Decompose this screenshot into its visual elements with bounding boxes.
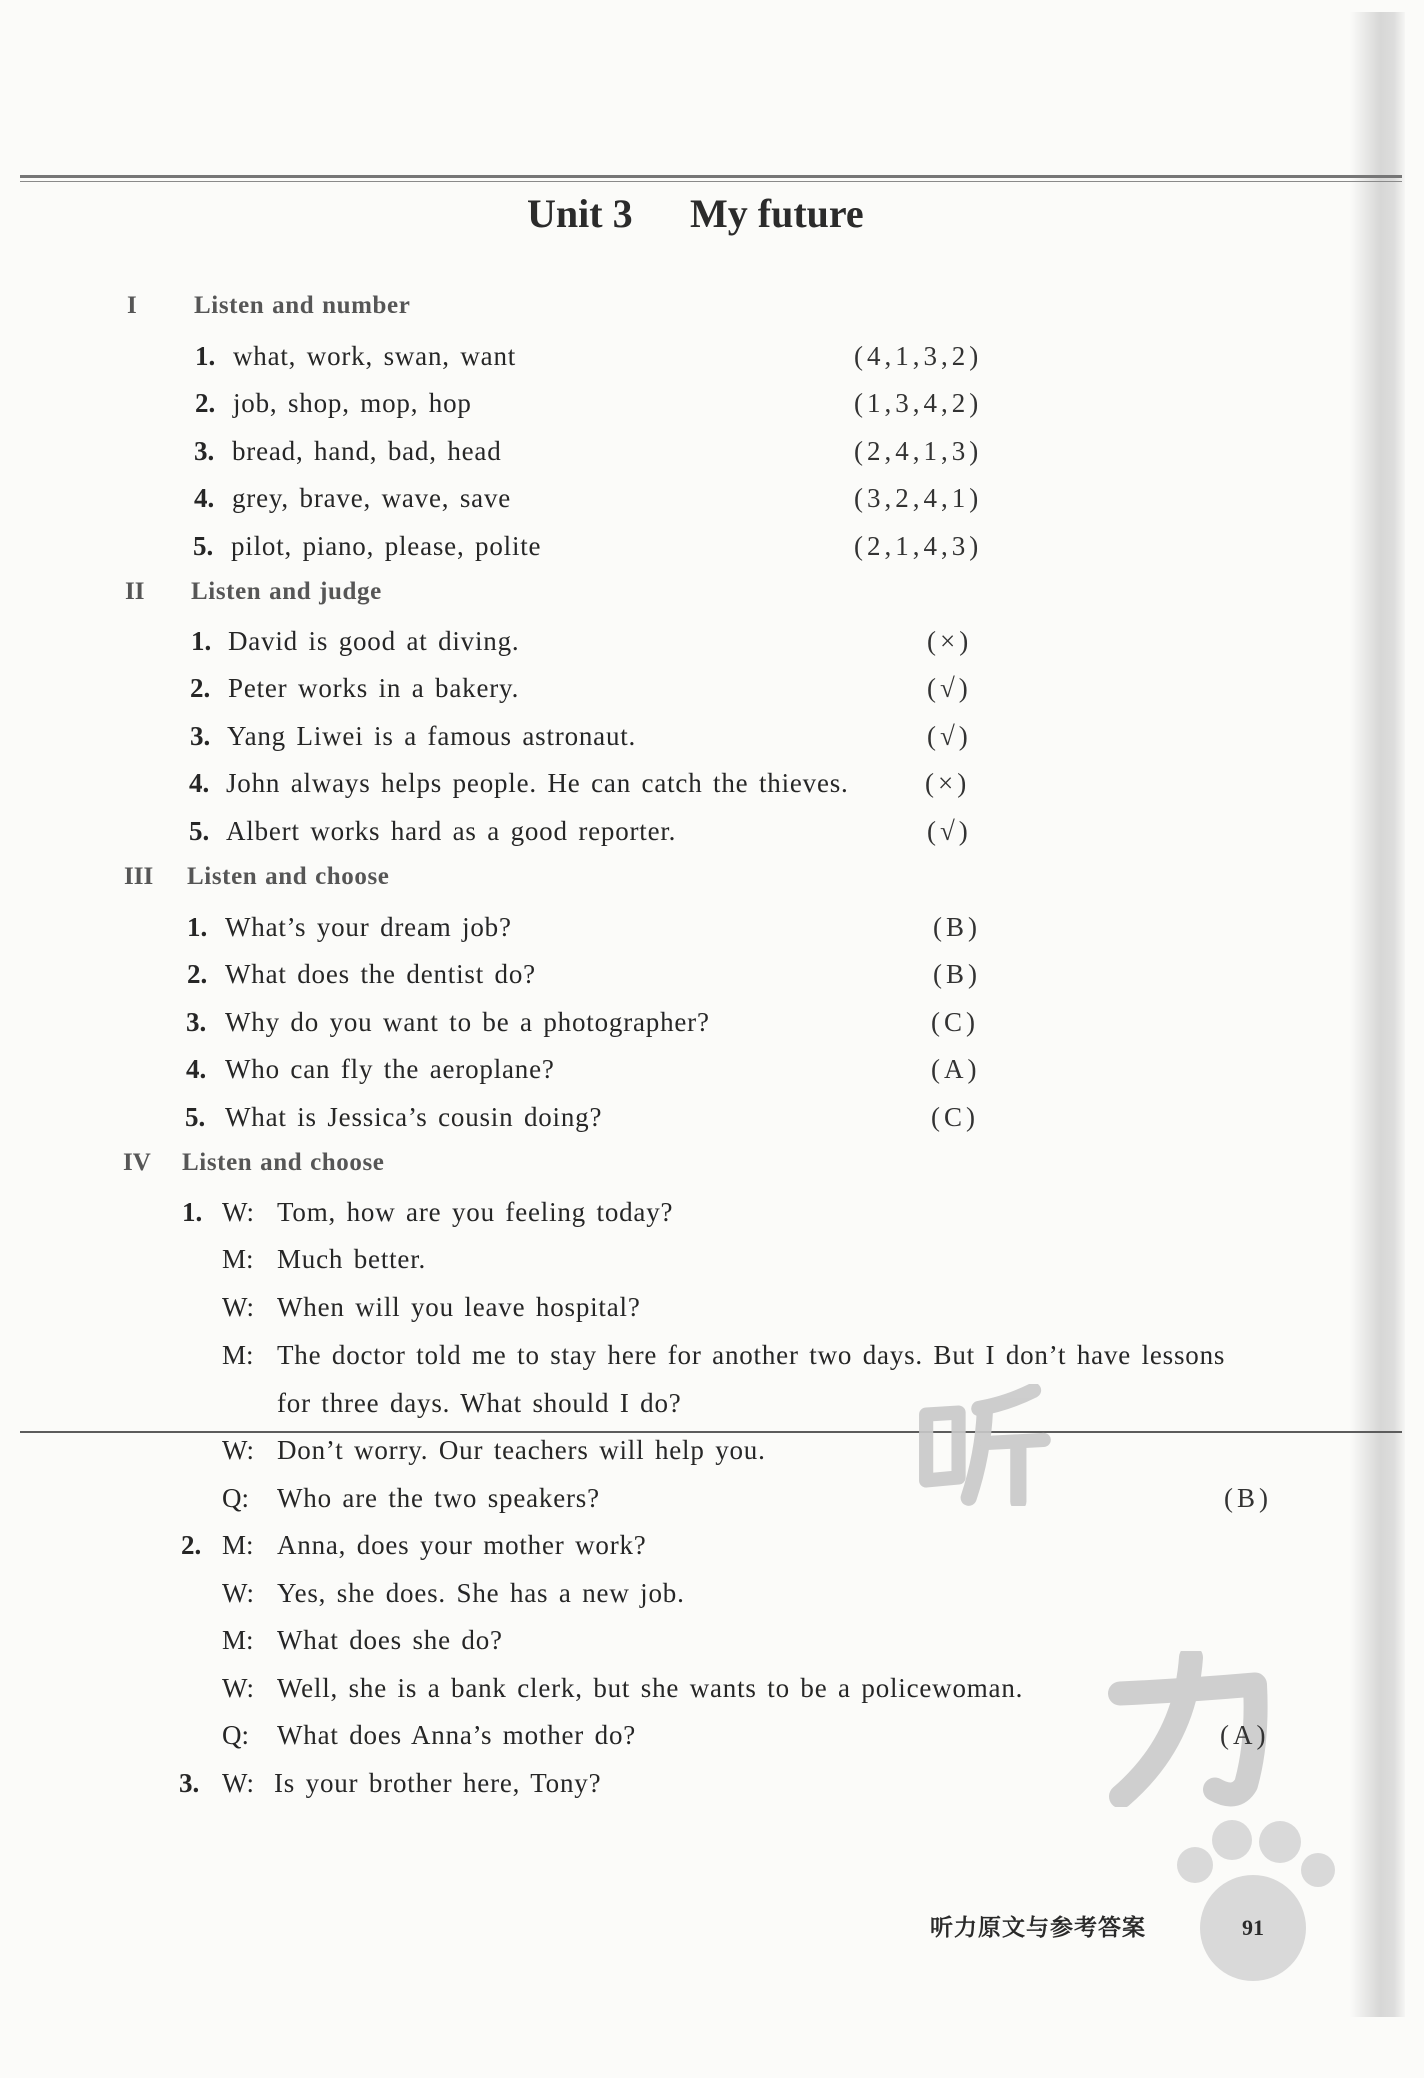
- dialogue-text: Much better.: [277, 1244, 427, 1274]
- dialogue-question: [0, 1719, 1424, 1751]
- item-number: 3.: [190, 721, 211, 751]
- item-answer: (×): [927, 626, 973, 656]
- item-number: 5.: [185, 1102, 206, 1132]
- item-text: job, shop, mop, hop: [233, 388, 472, 418]
- item-text: What is Jessica’s cousin doing?: [225, 1102, 603, 1132]
- item-number: 3.: [186, 1007, 207, 1037]
- divider-rule: [20, 1431, 1402, 1433]
- item-text: what, work, swan, want: [233, 341, 517, 371]
- dialogue-text: Yes, she does. She has a new job.: [277, 1578, 685, 1608]
- dialogue-line: [0, 1243, 1424, 1275]
- paw-print-toe: [1301, 1853, 1335, 1887]
- section-heading: [0, 861, 1424, 893]
- speaker-label: W:: [222, 1578, 254, 1608]
- section-label: Listen and number: [194, 292, 411, 319]
- item-text: Why do you want to be a photographer?: [225, 1007, 710, 1037]
- dialogue-text: What does she do?: [277, 1625, 503, 1655]
- item-answer: (2,1,4,3): [854, 531, 983, 561]
- list-item: [0, 1101, 1424, 1133]
- dialogue-line: [0, 1624, 1424, 1656]
- dialogue-line: [0, 1196, 1424, 1228]
- dialogue-text: Anna, does your mother work?: [277, 1530, 647, 1560]
- section-numeral: I: [127, 292, 137, 319]
- dialogue-text: The doctor told me to stay here for another two days. But I don’t have lessons: [277, 1340, 1226, 1370]
- dialogue-number: 3.: [179, 1768, 200, 1798]
- item-answer: (C): [931, 1102, 979, 1132]
- dialogue-line: [0, 1529, 1424, 1561]
- item-text: What does the dentist do?: [225, 959, 536, 989]
- dialogue-line: [0, 1291, 1424, 1323]
- speaker-label: M:: [222, 1625, 254, 1655]
- item-number: 4.: [194, 483, 215, 513]
- paw-print-toe: [1212, 1820, 1252, 1860]
- item-number: 5.: [193, 531, 214, 561]
- dialogue-line: [0, 1767, 1424, 1799]
- list-item: [0, 435, 1424, 467]
- dialogue-text: What does Anna’s mother do?: [277, 1720, 637, 1750]
- item-text: Albert works hard as a good reporter.: [226, 816, 677, 846]
- item-answer: (A): [931, 1054, 981, 1084]
- item-text: pilot, piano, please, polite: [231, 531, 542, 561]
- speaker-label: W:: [222, 1292, 254, 1322]
- dialogue-text: Is your brother here, Tony?: [274, 1768, 602, 1798]
- item-text: David is good at diving.: [228, 626, 520, 656]
- speaker-label: Q:: [222, 1483, 249, 1513]
- section-numeral: IV: [123, 1149, 151, 1176]
- speaker-label: W:: [222, 1768, 254, 1798]
- item-text: Peter works in a bakery.: [228, 673, 520, 703]
- list-item: [0, 911, 1424, 943]
- item-number: 1.: [195, 341, 216, 371]
- dialogue-number: 2.: [181, 1530, 202, 1560]
- item-number: 2.: [195, 388, 216, 418]
- item-answer: (4,1,3,2): [854, 341, 983, 371]
- item-text: bread, hand, bad, head: [232, 436, 502, 466]
- item-answer: (×): [925, 768, 971, 798]
- section-numeral: II: [125, 578, 145, 605]
- item-text: Who can fly the aeroplane?: [225, 1054, 555, 1084]
- list-item: [0, 720, 1424, 752]
- item-answer: (3,2,4,1): [854, 483, 983, 513]
- paw-print-toe: [1259, 1821, 1301, 1863]
- dialogue-line-wrap: [0, 1387, 1424, 1419]
- speaker-label: W:: [222, 1197, 254, 1227]
- list-item: [0, 815, 1424, 847]
- item-answer: (√): [927, 721, 972, 751]
- list-item: [0, 1006, 1424, 1038]
- dialogue-text: When will you leave hospital?: [277, 1292, 641, 1322]
- speaker-label: W:: [222, 1435, 254, 1465]
- speaker-label: M:: [222, 1530, 254, 1560]
- dialogue-number: 1.: [182, 1197, 203, 1227]
- item-number: 3.: [194, 436, 215, 466]
- dialogue-text-continued: for three days. What should I do?: [277, 1388, 682, 1418]
- page-title-topic: My future: [690, 191, 864, 236]
- dialogue-line: [0, 1339, 1424, 1371]
- item-answer: (√): [927, 816, 972, 846]
- dialogue-line: [0, 1577, 1424, 1609]
- speaker-label: M:: [222, 1244, 254, 1274]
- item-number: 4.: [186, 1054, 207, 1084]
- dialogue-text: Tom, how are you feeling today?: [277, 1197, 674, 1227]
- list-item: [0, 625, 1424, 657]
- item-text: Yang Liwei is a famous astronaut.: [227, 721, 637, 751]
- dialogue-answer: (B): [1224, 1483, 1272, 1513]
- list-item: [0, 387, 1424, 419]
- speaker-label: Q:: [222, 1720, 249, 1750]
- list-item: [0, 767, 1424, 799]
- item-answer: (2,4,1,3): [854, 436, 983, 466]
- footer-caption: 听力原文与参考答案: [930, 1915, 1146, 1941]
- item-number: 5.: [189, 816, 210, 846]
- dialogue-text: Who are the two speakers?: [277, 1483, 600, 1513]
- item-number: 2.: [187, 959, 208, 989]
- section-label: Listen and choose: [187, 863, 390, 890]
- dialogue-text: Don’t worry. Our teachers will help you.: [277, 1435, 766, 1465]
- speaker-label: M:: [222, 1340, 254, 1370]
- paw-print-toe: [1177, 1847, 1213, 1883]
- item-answer: (√): [927, 673, 972, 703]
- item-answer: (1,3,4,2): [854, 388, 983, 418]
- list-item: [0, 482, 1424, 514]
- section-numeral: III: [124, 863, 154, 890]
- list-item: [0, 340, 1424, 372]
- page-title-unit: Unit 3: [527, 191, 633, 236]
- item-answer: (B): [933, 912, 981, 942]
- section-label: Listen and choose: [182, 1149, 385, 1176]
- dialogue-question: [0, 1482, 1424, 1514]
- dialogue-answer: (A): [1220, 1720, 1270, 1750]
- speaker-label: W:: [222, 1673, 254, 1703]
- item-number: 1.: [191, 626, 212, 656]
- section-heading: [0, 576, 1424, 608]
- top-rule-thin: [20, 181, 1402, 182]
- section-label: Listen and judge: [191, 578, 382, 605]
- section-heading: [0, 1147, 1424, 1179]
- dialogue-line: [0, 1672, 1424, 1704]
- item-answer: (B): [933, 959, 981, 989]
- list-item: [0, 530, 1424, 562]
- item-answer: (C): [931, 1007, 979, 1037]
- item-text: John always helps people. He can catch the thieves.: [226, 768, 849, 798]
- list-item: [0, 672, 1424, 704]
- list-item: [0, 958, 1424, 990]
- item-number: 4.: [189, 768, 210, 798]
- item-text: grey, brave, wave, save: [232, 483, 512, 513]
- dialogue-text: Well, she is a bank clerk, but she wants to be a policewoman.: [277, 1673, 1024, 1703]
- list-item: [0, 1053, 1424, 1085]
- top-rule: [20, 175, 1402, 178]
- item-text: What’s your dream job?: [225, 912, 512, 942]
- item-number: 1.: [187, 912, 208, 942]
- dialogue-line: [0, 1434, 1424, 1466]
- item-number: 2.: [190, 673, 211, 703]
- page-number: 91: [1242, 1915, 1264, 1940]
- section-heading: [0, 290, 1424, 322]
